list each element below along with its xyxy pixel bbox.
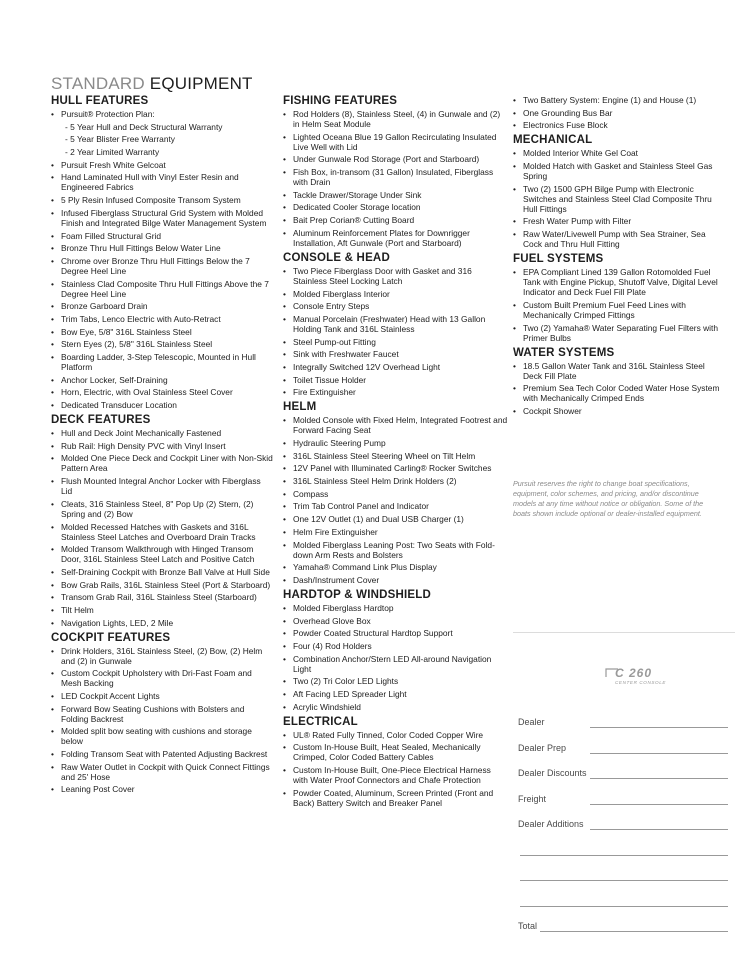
- feature-item: [283, 109, 508, 129]
- feature-text: Stainless Clad Composite Thru Hull Fittings Above the 7 Degree Heel Line: [61, 278, 269, 299]
- disclaimer-text: Pursuit reserves the right to change boat specifications, equipment, color schemes, and pricing, and/or discontinue models at any time without notice or obligation. Some of the boats shown include optional or dealer-installed equipment.: [513, 479, 704, 518]
- feature-text: Cockpit Shower: [523, 405, 582, 416]
- feature-text: Premium Sea Tech Color Coded Water Hose System with Mechanically Crimped Ends: [523, 383, 720, 404]
- feature-item: [283, 730, 508, 740]
- form-label: Total: [518, 921, 538, 931]
- feature-list: [51, 428, 273, 628]
- equipment-section: [51, 632, 273, 795]
- feature-text: Acrylic Windshield: [293, 701, 361, 712]
- feature-text: Molded Fiberglass Interior: [293, 288, 390, 299]
- feature-item: [283, 616, 508, 626]
- feature-item: [283, 676, 508, 686]
- c260-logo: [604, 665, 684, 687]
- feature-item: [513, 161, 723, 181]
- feature-text: Molded Recessed Hatches with Gaskets and 316L Stainless Steel Latches and Overboard Drain Tracks: [61, 521, 256, 542]
- equipment-section: [283, 716, 508, 808]
- feature-item: [51, 441, 273, 451]
- feature-item: [283, 301, 508, 311]
- feature-text: Navigation Lights, LED, 2 Mile: [61, 617, 174, 628]
- feature-list: [513, 361, 723, 416]
- feature-text: Tackle Drawer/Storage Under Sink: [293, 189, 422, 200]
- feature-text: Electronics Fuse Block: [523, 120, 608, 131]
- equipment-section: [283, 95, 508, 248]
- feature-item: [51, 567, 273, 577]
- feature-text: Bait Prep Corian® Cutting Board: [293, 215, 415, 226]
- form-row: [518, 763, 728, 789]
- feature-item: [51, 301, 273, 311]
- feature-text: Hull and Deck Joint Mechanically Fastened: [61, 428, 222, 439]
- feature-text: Console Entry Steps: [293, 301, 370, 312]
- feature-text: Bow Eye, 5/8" 316L Stainless Steel: [61, 326, 192, 337]
- feature-item: [513, 120, 723, 130]
- form-label: Dealer Additions: [518, 819, 584, 829]
- feature-item: [51, 522, 273, 542]
- feature-text: Lighted Oceana Blue 19 Gallon Recirculating Insulated Live Well with Lid: [293, 131, 497, 152]
- feature-item: [51, 279, 273, 299]
- form-row: [518, 840, 728, 866]
- feature-item: [283, 562, 508, 572]
- feature-item: [51, 580, 273, 590]
- feature-text: Fish Box, in-transom (31 Gallon) Insulated, Fiberglass with Drain: [293, 167, 494, 188]
- column-1: [51, 95, 273, 798]
- feature-subitem: - 5 Year Blister Free Warranty: [65, 134, 175, 145]
- form-row: [518, 738, 728, 764]
- feature-item: [513, 229, 723, 249]
- feature-item: [513, 216, 723, 226]
- feature-item: [283, 190, 508, 200]
- feature-item: [51, 109, 273, 119]
- feature-text: Bronze Thru Hull Fittings Below Water Line: [61, 243, 221, 254]
- feature-text: Dedicated Transducer Location: [61, 400, 177, 411]
- feature-text: Forward Bow Seating Cushions with Bolsters and Folding Backrest: [61, 703, 245, 724]
- column-3: [513, 95, 723, 420]
- feature-text: Powder Coated, Aluminum, Screen Printed (Front and Back) Battery Switch and Breaker Panel: [293, 787, 494, 808]
- feature-item: [51, 784, 273, 794]
- feature-item: [51, 428, 273, 438]
- divider: [513, 632, 735, 633]
- feature-item: [51, 453, 273, 473]
- feature-item: [51, 762, 273, 782]
- feature-item: [283, 154, 508, 164]
- feature-text: Anchor Locker, Self-Draining: [61, 374, 168, 385]
- feature-text: Folding Transom Seat with Patented Adjusting Backrest: [61, 749, 268, 760]
- feature-item: [51, 327, 273, 337]
- feature-item: [283, 489, 508, 499]
- feature-item: [283, 202, 508, 212]
- section-heading: FISHING FEATURES: [283, 95, 398, 107]
- feature-text: Rub Rail: High Density PVC with Vinyl Insert: [61, 440, 226, 451]
- feature-item: [283, 349, 508, 359]
- feature-item: [51, 243, 273, 253]
- form-line[interactable]: [520, 906, 728, 907]
- feature-list: [283, 109, 508, 248]
- page-title-part1: STANDARD: [51, 74, 145, 93]
- feature-item: [51, 499, 273, 519]
- feature-text: Hand Laminated Hull with Vinyl Ester Resin and Engineered Fabrics: [61, 172, 239, 193]
- feature-item: [283, 228, 508, 248]
- section-heading: HULL FEATURES: [51, 95, 149, 107]
- feature-text: Overhead Glove Box: [293, 615, 371, 626]
- feature-text: Dash/Instrument Cover: [293, 574, 380, 585]
- feature-text: Two (2) 1500 GPH Bilge Pump with Electronic Switches and Stainless Steel Clad Composite Thru Hull Fittings: [523, 183, 712, 214]
- feature-item: [513, 148, 723, 158]
- feature-text: 12V Panel with Illuminated Carling® Rocker Switches: [293, 463, 492, 474]
- form-line[interactable]: [520, 855, 728, 856]
- section-heading: MECHANICAL: [513, 134, 593, 147]
- feature-text: Dedicated Cooler Storage location: [293, 202, 421, 213]
- feature-text: Self-Draining Cockpit with Bronze Ball Valve at Hull Side: [61, 566, 270, 577]
- section-heading: WATER SYSTEMS: [513, 346, 615, 359]
- section-heading: CONSOLE & HEAD: [283, 251, 390, 264]
- feature-text: Molded Console with Fixed Helm, Integrated Footrest and Forward Facing Seat: [293, 415, 508, 436]
- section-heading: DECK FEATURES: [51, 414, 151, 427]
- feature-text: Tilt Helm: [61, 604, 94, 615]
- feature-list: [513, 148, 723, 249]
- feature-item: [283, 451, 508, 461]
- feature-text: Molded Hatch with Gasket and Stainless Steel Gas Spring: [523, 161, 713, 182]
- feature-list: [51, 109, 273, 410]
- feature-text: Trim Tab Control Panel and Indicator: [293, 501, 429, 512]
- form-row: [518, 916, 728, 942]
- feature-text: Rod Holders (8), Stainless Steel, (4) in Gunwale and (2) in Helm Seat Module: [293, 109, 501, 129]
- feature-item: [51, 400, 273, 410]
- feature-item: [51, 256, 273, 276]
- feature-item: [513, 300, 723, 320]
- feature-item: [51, 387, 273, 397]
- feature-text: Sink with Freshwater Faucet: [293, 349, 399, 360]
- feature-item: [51, 704, 273, 724]
- feature-item: [283, 362, 508, 372]
- feature-item: [51, 375, 273, 385]
- feature-text: Bronze Garboard Drain: [61, 301, 148, 312]
- form-line[interactable]: [590, 778, 728, 779]
- equipment-section: [51, 414, 273, 628]
- equipment-section: [513, 134, 723, 249]
- dealer-form: [518, 712, 728, 942]
- feature-item: [283, 167, 508, 187]
- feature-text: Custom In-House Built, One-Piece Electrical Harness with Water Proof Connectors and Chafe Protection: [293, 765, 491, 786]
- form-label: Dealer Discounts: [518, 768, 587, 778]
- form-row: [518, 789, 728, 815]
- feature-text: Drink Holders, 316L Stainless Steel, (2) Bow, (2) Helm and (2) in Gunwale: [61, 645, 263, 666]
- feature-item: [513, 184, 723, 214]
- feature-text: Molded Transom Walkthrough with Hinged Transom Door, 316L Stainless Steel Latch and Positive Catch: [61, 544, 255, 565]
- feature-item: [283, 742, 508, 762]
- feature-item: [283, 463, 508, 473]
- feature-text: Combination Anchor/Stern LED All-around Navigation Light: [293, 653, 492, 674]
- feature-text: Two Piece Fiberglass Door with Gasket and 316 Stainless Steel Locking Latch: [293, 265, 472, 286]
- feature-text: Foam Filled Structural Grid: [61, 230, 162, 241]
- page-title-part2: EQUIPMENT: [144, 74, 253, 93]
- feature-item: [51, 726, 273, 746]
- feature-text: Under Gunwale Rod Storage (Port and Starboard): [293, 154, 480, 165]
- feature-text: 316L Stainless Steel Helm Drink Holders (2): [293, 476, 457, 487]
- feature-item: [283, 375, 508, 385]
- equipment-section: [513, 253, 723, 342]
- feature-text: Pursuit® Protection Plan:: [61, 109, 155, 119]
- column-2: [283, 95, 508, 812]
- equipment-section: [283, 252, 508, 398]
- form-line[interactable]: [520, 880, 728, 881]
- feature-item: [283, 289, 508, 299]
- form-line[interactable]: [590, 829, 728, 830]
- form-label: Freight: [518, 793, 547, 804]
- feature-item: [283, 514, 508, 524]
- feature-text: Stern Eyes (2), 5/8" 316L Stainless Steel: [61, 339, 213, 350]
- feature-item: [51, 646, 273, 666]
- feature-list: [513, 95, 723, 130]
- feature-text: Custom In-House Built, Heat Sealed, Mechanically Crimped, Color Coded Battery Cables: [293, 742, 481, 763]
- feature-item: [51, 314, 273, 324]
- form-row: [518, 712, 728, 738]
- feature-item: [283, 266, 508, 286]
- feature-list: [283, 415, 508, 585]
- feature-text: Yamaha® Command Link Plus Display: [293, 562, 437, 573]
- equipment-section: [283, 401, 508, 585]
- feature-item: [513, 383, 723, 403]
- feature-text: Molded Fiberglass Leaning Post: Two Seats with Fold-down Arm Rests and Bolsters: [293, 539, 495, 560]
- feature-text: One Grounding Bus Bar: [523, 107, 613, 118]
- feature-text: Custom Built Premium Fuel Feed Lines with Mechanically Crimped Fittings: [523, 299, 686, 320]
- feature-text: Flush Mounted Integral Anchor Locker with Fiberglass Lid: [61, 476, 261, 497]
- form-line[interactable]: [590, 804, 728, 805]
- feature-subitem: - 2 Year Limited Warranty: [65, 147, 160, 158]
- feature-item: [283, 788, 508, 808]
- feature-text: Integrally Switched 12V Overhead Light: [293, 361, 441, 372]
- feature-item: [283, 314, 508, 334]
- feature-item: [283, 765, 508, 785]
- feature-text: Transom Grab Rail, 316L Stainless Steel (Starboard): [61, 592, 257, 603]
- page-title: [51, 74, 253, 94]
- feature-item: [51, 339, 273, 349]
- feature-item: [513, 323, 723, 343]
- feature-item: [51, 592, 273, 602]
- feature-text: 316L Stainless Steel Steering Wheel on Tilt Helm: [293, 450, 476, 461]
- feature-text: LED Cockpit Accent Lights: [61, 691, 160, 701]
- equipment-section: [51, 95, 273, 410]
- feature-text: Boarding Ladder, 3-Step Telescopic, Mounted in Hull Platform: [61, 352, 256, 372]
- feature-item: [283, 641, 508, 651]
- feature-list: [513, 267, 723, 342]
- feature-item: [513, 108, 723, 118]
- section-heading: HARDTOP & WINDSHIELD: [283, 588, 431, 601]
- feature-text: Aluminum Reinforcement Plates for Downrigger Installation, Aft Gunwale (Port and Starboard): [293, 227, 470, 248]
- section-heading: ELECTRICAL: [283, 715, 358, 728]
- feature-text: Molded One Piece Deck and Cockpit Liner with Non-Skid Pattern Area: [61, 453, 273, 474]
- feature-text: Fire Extinguisher: [293, 387, 356, 398]
- feature-text: Raw Water/Livewell Pump with Sea Strainer, Sea Cock and Thru Hull Fitting: [523, 229, 706, 250]
- feature-item: [283, 415, 508, 435]
- logo-model: C 260: [615, 666, 653, 680]
- form-row: [518, 891, 728, 917]
- feature-text: 18.5 Gallon Water Tank and 316L Stainless Steel Deck Fill Plate: [523, 360, 705, 381]
- feature-text: Two Battery System: Engine (1) and House (1): [523, 95, 697, 105]
- feature-item: [283, 702, 508, 712]
- feature-item: [51, 749, 273, 759]
- feature-item: [51, 208, 273, 228]
- feature-text: Chrome over Bronze Thru Hull Fittings Below the 7 Degree Heel Line: [61, 255, 250, 276]
- feature-text: Custom Cockpit Upholstery with Dri-Fast Foam and Mesh Backing: [61, 668, 252, 689]
- feature-text: Molded split bow seating with cushions and storage below: [61, 726, 252, 747]
- section-heading: FUEL SYSTEMS: [513, 253, 604, 266]
- feature-item: [283, 603, 508, 613]
- feature-item: [513, 95, 723, 105]
- form-row: [518, 865, 728, 891]
- feature-item: [283, 337, 508, 347]
- feature-item: [283, 575, 508, 585]
- feature-item: [283, 476, 508, 486]
- feature-item: [283, 540, 508, 560]
- feature-item: [283, 387, 508, 397]
- feature-text: Toilet Tissue Holder: [293, 374, 367, 385]
- feature-item: [283, 501, 508, 511]
- section-heading: HELM: [283, 401, 317, 414]
- feature-text: Infused Fiberglass Structural Grid System with Molded Finish and Integrated Bilge Water Management System: [61, 207, 267, 228]
- feature-item: [51, 195, 273, 205]
- equipment-section: [513, 347, 723, 416]
- form-row: [518, 814, 728, 840]
- form-line[interactable]: [590, 753, 728, 754]
- feature-text: Hydraulic Steering Pump: [293, 438, 386, 448]
- feature-list: [51, 646, 273, 795]
- feature-text: Molded Interior White Gel Coat: [523, 148, 638, 159]
- feature-item: [51, 668, 273, 688]
- feature-list: [283, 603, 508, 712]
- feature-item: [513, 361, 723, 381]
- feature-list: [283, 266, 508, 398]
- feature-text: Two (2) Yamaha® Water Separating Fuel Filters with Primer Bulbs: [523, 322, 718, 343]
- form-label: Dealer Prep: [518, 742, 567, 753]
- feature-item: [283, 438, 508, 448]
- feature-item: [51, 352, 273, 372]
- feature-item: [51, 160, 273, 170]
- feature-text: Two (2) Tri Color LED Lights: [293, 676, 399, 687]
- feature-item: [513, 406, 723, 416]
- feature-text: Helm Fire Extinguisher: [293, 526, 378, 537]
- feature-text: Bow Grab Rails, 316L Stainless Steel (Port & Starboard): [61, 579, 271, 590]
- form-label: Dealer: [518, 717, 545, 727]
- feature-text: Leaning Post Cover: [61, 784, 135, 795]
- feature-list: [283, 730, 508, 808]
- form-line[interactable]: [590, 727, 728, 728]
- feature-subitem: - 5 Year Hull and Deck Structural Warranty: [65, 121, 223, 132]
- feature-text: Horn, Electric, with Oval Stainless Steel Cover: [61, 387, 233, 398]
- feature-text: Powder Coated Structural Hardtop Support: [293, 628, 453, 639]
- section-heading: COCKPIT FEATURES: [51, 631, 171, 644]
- feature-item: [513, 267, 723, 297]
- feature-text: Trim Tabs, Lenco Electric with Auto-Retract: [61, 313, 221, 324]
- feature-text: Raw Water Outlet in Cockpit with Quick Connect Fittings and 25' Hose: [61, 761, 270, 782]
- feature-text: Steel Pump-out Fitting: [293, 336, 376, 347]
- feature-text: Fresh Water Pump with Filter: [523, 216, 632, 227]
- feature-text: Cleats, 316 Stainless Steel, 8" Pop Up (2) Stern, (2) Spring and (2) Bow: [61, 498, 254, 519]
- feature-text: Manual Porcelain (Freshwater) Head with 13 Gallon Holding Tank and 316L Stainless: [293, 313, 486, 334]
- feature-item: [51, 476, 273, 496]
- form-line[interactable]: [540, 931, 728, 932]
- feature-text: UL® Rated Fully Tinned, Color Coded Copper Wire: [293, 729, 484, 740]
- feature-item: [283, 689, 508, 699]
- feature-item: [283, 527, 508, 537]
- equipment-section: [283, 589, 508, 712]
- feature-item: [283, 628, 508, 638]
- feature-item: [51, 605, 273, 615]
- logo-subtitle: CENTER CONSOLE: [615, 680, 667, 685]
- feature-item: [51, 544, 273, 564]
- feature-text: Molded Fiberglass Hardtop: [293, 602, 394, 613]
- equipment-section: [513, 95, 723, 130]
- feature-item: [51, 691, 273, 701]
- feature-item: [283, 215, 508, 225]
- feature-text: Compass: [293, 488, 329, 499]
- feature-item: [283, 654, 508, 674]
- feature-item: [51, 172, 273, 192]
- feature-item: [51, 231, 273, 241]
- feature-text: Pursuit Fresh White Gelcoat: [61, 159, 166, 170]
- feature-text: One 12V Outlet (1) and Dual USB Charger (1): [293, 514, 464, 525]
- feature-item: [283, 132, 508, 152]
- feature-text: EPA Compliant Lined 139 Gallon Rotomolded Fuel Tank with Engine Pickup, Shutoff Valve, Digital Level Indicator and Deck Fuel Fill Plate: [523, 267, 718, 298]
- feature-text: 5 Ply Resin Infused Composite Transom System: [61, 195, 241, 206]
- feature-text: Four (4) Rod Holders: [293, 640, 372, 651]
- feature-text: Aft Facing LED Spreader Light: [293, 689, 407, 699]
- feature-item: [51, 618, 273, 628]
